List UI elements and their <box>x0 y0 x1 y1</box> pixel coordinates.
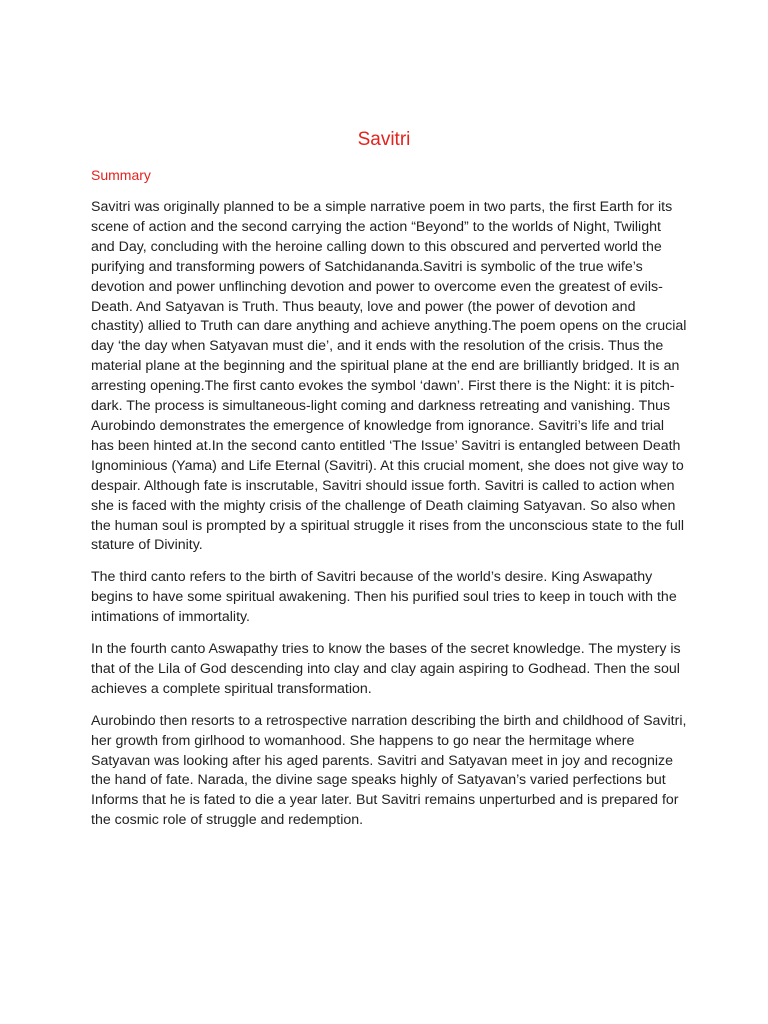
document-body <box>91 198 687 843</box>
paragraph: In the fourth canto Aswapathy tries to know the bases of the secret knowledge. The mystery is that of the Lila of God descending into clay and clay again aspiring to Godhead. Then the soul achieves a complete spiritual transformation. <box>91 641 681 697</box>
document-title: Savitri <box>357 129 411 150</box>
paragraph: Aurobindo then resorts to a retrospective narration describing the birth and childhood of Savitri, her growth from girlhood to womanhood. She happens to go near the hermitage where Satyavan was looking after his aged parents. Savitri and Satyavan meet in joy and recognize the hand of fate. Narada, the divine sage speaks highly of Satyavan’s varied perfections but Informs that he is fated to die a year later. But Savitri remains unperturbed and is prepared for the cosmic role of struggle and redemption. <box>91 712 687 829</box>
paragraph: Savitri was originally planned to be a simple narrative poem in two parts, the first Earth for its scene of action and the second carrying the action “Beyond” to the worlds of Night, Twilight and Day, concluding with the heroine calling down to this obscured and perverted world the purifying and transforming powers of Satchidananda.Savitri is symbolic of the true wife’s devotion and power unflinching devotion and power to overcome even the greatest of evils-Death. And Satyavan is Truth. Thus beauty, love and power (the power of devotion and chastity) allied to Truth can dare anything and achieve anything.The poem opens on the crucial day ‘the day when Satyavan must die’, and it ends with the resolution of the crisis. Thus the material plane at the beginning and the spiritual plane at the end are brilliantly bridged. It is an arresting opening.The first canto evokes the symbol ‘dawn’. First there is the Night: it is pitch-dark. The process is simultaneous-light coming and darkness retreating and vanishing. Thus Aurobindo demonstrates the emergence of knowledge from ignorance. Savitri’s life and trial has been hinted at.In the second canto entitled ‘The Issue’ Savitri is entangled between Death Ignominious (Yama) and Life Eternal (Savitri). At this crucial moment, she does not give way to despair. Although fate is inscrutable, Savitri should issue forth. Savitri is called to action when she is faced with the mighty crisis of the challenge of Death claiming Satyavan. So also when the human soul is prompted by a spiritual struggle it rises from the unconscious state to the full stature of Divinity. <box>91 199 687 554</box>
paragraph: The third canto refers to the birth of Savitri because of the world’s desire. King Aswapathy begins to have some spiritual awakening. Then his purified soul tries to keep in touch with the intimations of immortality. <box>91 569 677 626</box>
section-heading-summary: Summary <box>91 167 151 183</box>
